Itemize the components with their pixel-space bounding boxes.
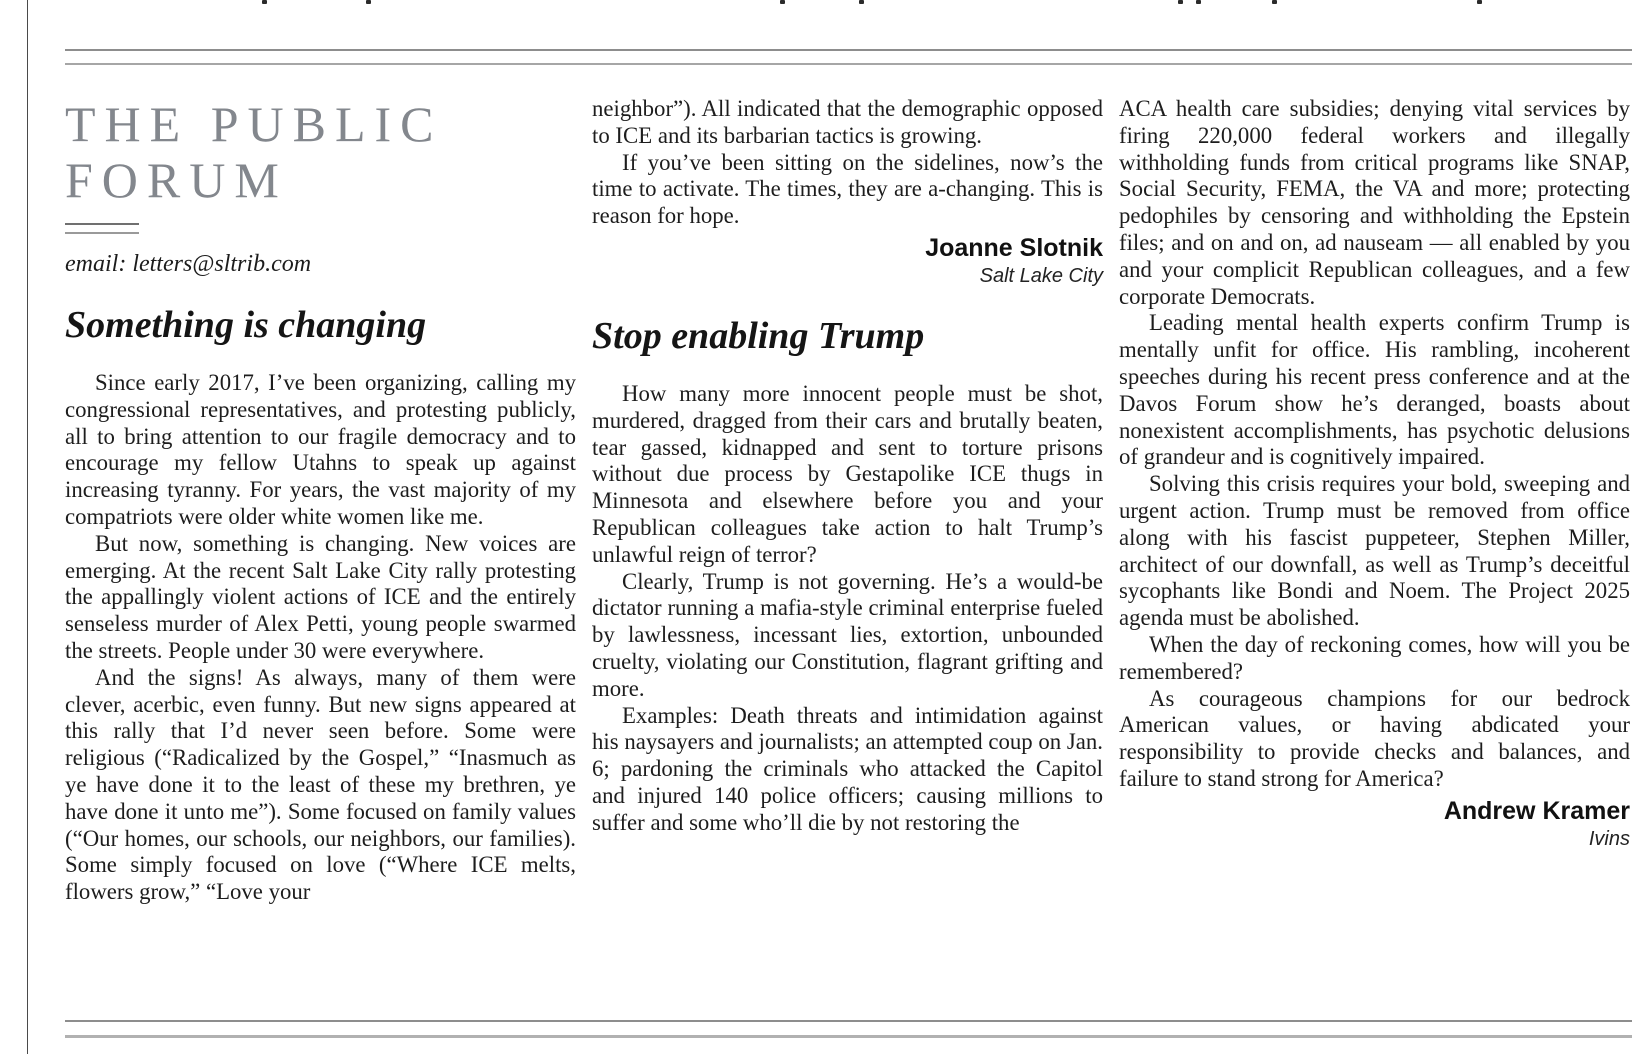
letter-headline: Something is changing	[65, 304, 427, 346]
letter-paragraph: But now, something is changing. New voices are emerging. At the recent Salt Lake City rally protesting the appallingly violent actions of ICE and the entirely senseless murder of Alex Petti, young people swarmed the streets. People under 30 were everywhere.	[65, 530, 576, 663]
column-3-blocks	[1119, 96, 1630, 852]
letter-location: Ivins	[1588, 827, 1630, 850]
clipped-glyph-fragment	[262, 0, 267, 4]
letter-paragraph: Solving this crisis requires your bold, sweeping and urgent action. Trump must be removed from office along with his fascist puppeteer, Stephen Miller, architect of our downfall, as well as Trump’s deceitful sycophants like Bondi and Noem. The Project 2025 agenda must be abolished.	[1119, 471, 1630, 631]
column-3	[1119, 96, 1630, 852]
letter-paragraph-continued: ACA health care subsidies; denying vital services by firing 220,000 federal workers and illegally withholding funds from critical programs like SNAP, Social Security, FEMA, the VA and more; protecting pedophiles by censoring and withholding the Epstein files; and on and on, ad nauseam — all enabled by you and your complicit Republican colleagues, and a few corporate Democrats.	[1119, 96, 1630, 309]
column-2-blocks	[592, 96, 1103, 837]
section-title-line-1: THE PUBLIC	[65, 96, 443, 152]
clipped-glyph-fragment	[859, 0, 864, 4]
page-left-border	[27, 0, 28, 1054]
clipped-glyph-fragment	[1178, 0, 1183, 4]
letter-author: Andrew Kramer	[1443, 796, 1630, 825]
section-email: email: letters@sltrib.com	[65, 251, 312, 277]
clipped-text-fragments	[0, 0, 1642, 6]
letter-paragraph-continued: neighbor”). All indicated that the demographic opposed to ICE and its barbarian tactics is growing.	[592, 96, 1103, 148]
top-divider	[65, 49, 1632, 65]
letter-paragraph: When the day of reckoning comes, how will you be remembered?	[1119, 631, 1630, 684]
section-title	[65, 96, 576, 208]
clipped-glyph-fragment	[366, 0, 371, 4]
letter-paragraph: Leading mental health experts confirm Trump is mentally unfit for office. His rambling, incoherent speeches during his recent press conference and at the Davos Forum show he’s deranged, boasts about nonexistent accomplishments, has psychotic delusions of grandeur and is cognitively impaired.	[1119, 310, 1630, 470]
bottom-divider	[65, 1020, 1632, 1038]
clipped-glyph-fragment	[1196, 0, 1201, 4]
letter-paragraph: As courageous champions for our bedrock American values, or having abdicated your responsibility to provide checks and balances, and failure to stand strong for America?	[1119, 685, 1630, 791]
letter-paragraph: Since early 2017, I’ve been organizing, calling my congressional representatives, and protesting publicly, all to bring attention to our fragile democracy and to encourage my fellow Utahns to speak up against increasing tyranny. For years, the vast majority of my compatriots were older white women like me.	[65, 370, 576, 529]
letter-paragraph: Clearly, Trump is not governing. He’s a would-be dictator running a mafia-style criminal enterprise fueled by lawlessness, incessant lies, extortion, unbounded cruelty, violating our Constitution, flagrant grifting and more.	[592, 568, 1103, 701]
column-1	[65, 96, 576, 906]
letter-location: Salt Lake City	[979, 264, 1103, 287]
clipped-glyph-fragment	[780, 0, 785, 4]
letter-headline: Stop enabling Trump	[592, 314, 925, 357]
column-1-blocks	[65, 304, 576, 906]
letter-paragraph: If you’ve been sitting on the sidelines, now’s the time to activate. The times, they are a-changing. This is reason for hope.	[592, 149, 1103, 229]
clipped-glyph-fragment	[1477, 0, 1482, 4]
letter-paragraph: Examples: Death threats and intimidation against his naysayers and journalists; an attempted coup on Jan. 6; pardoning the criminals who attacked the Capitol and injured 140 police officers; causing millions to suffer and some who’ll die by not restoring the	[592, 702, 1103, 835]
section-masthead	[65, 96, 576, 278]
masthead-divider	[65, 223, 139, 234]
column-2	[592, 96, 1103, 837]
letter-paragraph: And the signs! As always, many of them were clever, acerbic, even funny. But new signs appeared at this rally that I’d never seen before. Some were religious (“Radicalized by the Gospel,” “Inasmuch as ye have done it to the least of these my brethren, ye have done it unto me”). Some focused on family values (“Our homes, our schools, our neighbors, our families). Some simply focused on love (“Where ICE melts, flowers grow,” “Love your	[65, 664, 576, 905]
clipped-glyph-fragment	[1272, 0, 1277, 4]
section-title-line-2: FORUM	[65, 152, 288, 208]
letter-author: Joanne Slotnik	[925, 233, 1103, 262]
letter-paragraph: How many more innocent people must be shot, murdered, dragged from their cars and brutally beaten, tear gassed, kidnapped and sent to torture prisons without due process by Gestapolike ICE thugs in Minnesota and elsewhere before you and your Republican colleagues take action to halt Trump’s unlawful reign of terror?	[592, 380, 1103, 567]
